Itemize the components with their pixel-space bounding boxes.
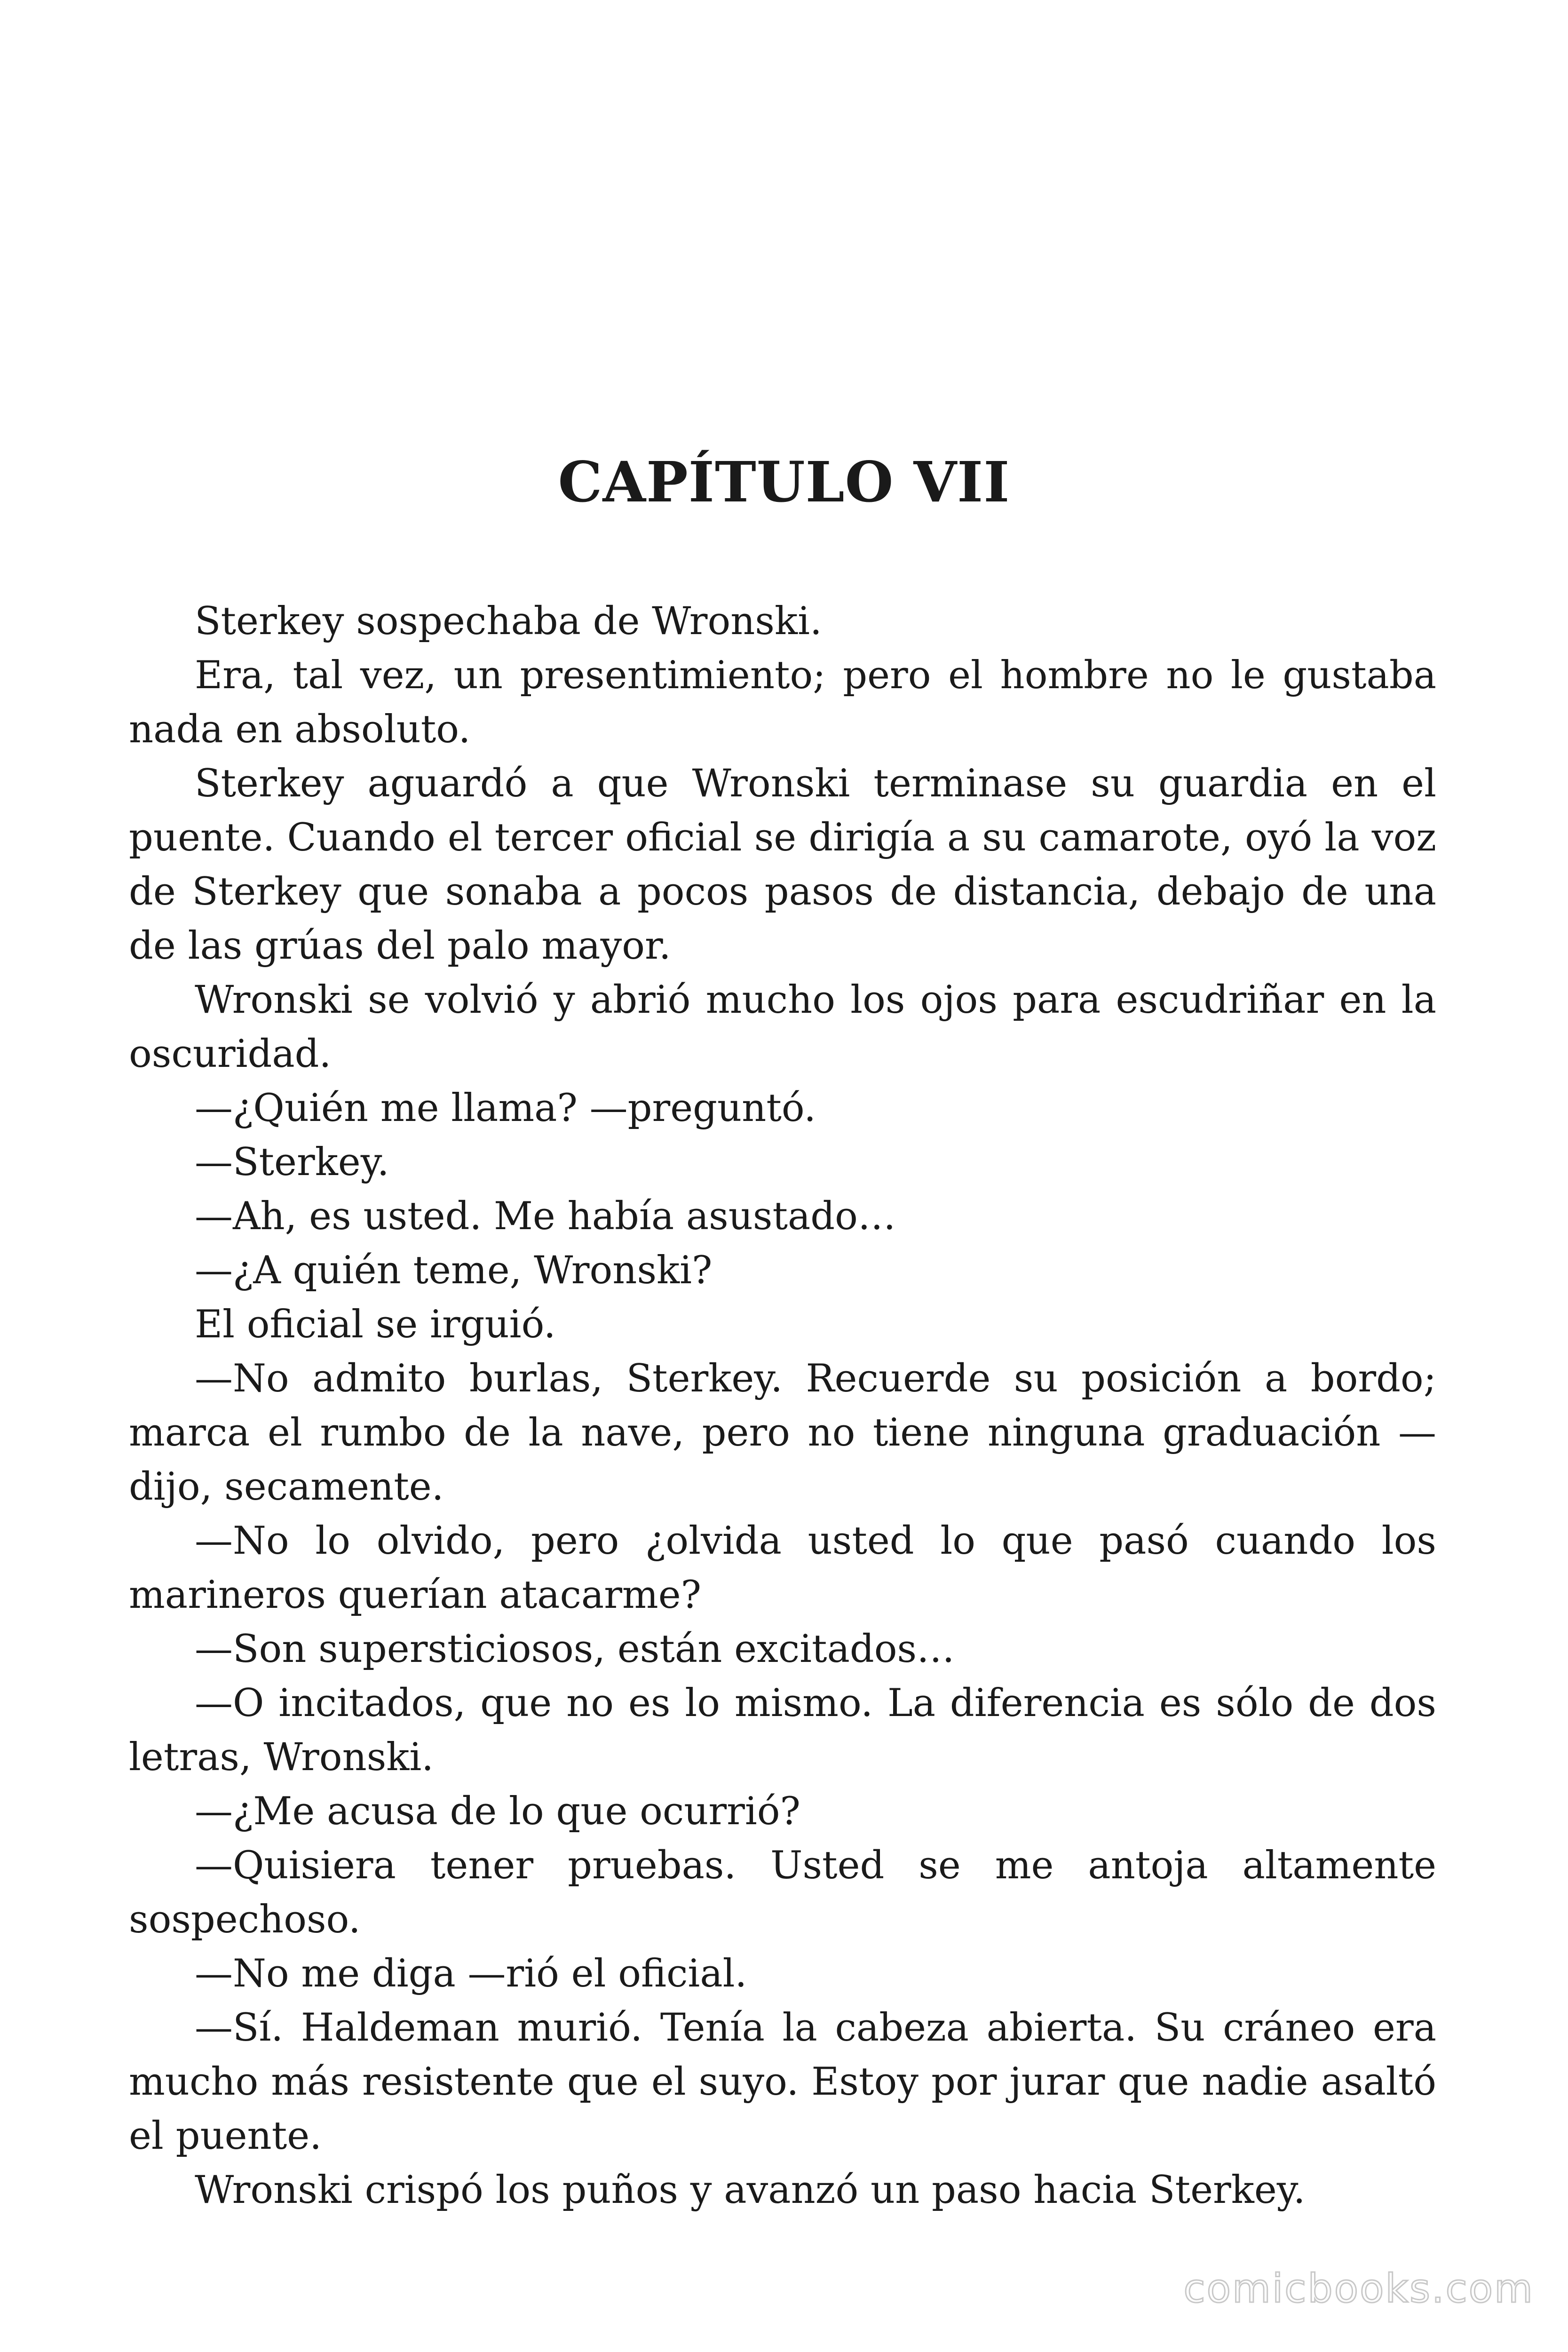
paragraph: —¿Quién me llama? —preguntó. bbox=[195, 1086, 816, 1130]
paragraph: —No admito burlas, Sterkey. Recuerde su posición a bordo; marca el rumbo de la nave, pero no tiene ninguna graduación —dijo, secamente. bbox=[129, 1357, 1436, 1509]
paragraph: —¿A quién teme, Wronski? bbox=[195, 1248, 713, 1293]
paragraph: —Quisiera tener pruebas. Usted se me antoja altamente sospechoso. bbox=[129, 1843, 1436, 1942]
paragraph: Era, tal vez, un presentimiento; pero el hombre no le gustaba nada en absoluto. bbox=[129, 653, 1436, 752]
chapter-title: CAPÍTULO VII bbox=[558, 449, 1010, 515]
paragraph: —No me diga —rió el oficial. bbox=[195, 1952, 747, 1996]
paragraph: —Sterkey. bbox=[195, 1140, 389, 1184]
paragraph: —Son supersticiosos, están excitados… bbox=[195, 1627, 955, 1671]
paragraph: —Sí. Haldeman murió. Tenía la cabeza abierta. Su cráneo era mucho más resistente que el suyo. Estoy por jurar que nadie asaltó el puente. bbox=[129, 2006, 1436, 2158]
chapter-body bbox=[129, 595, 1436, 2217]
paragraph: —No lo olvido, pero ¿olvida usted lo que pasó cuando los marineros querían atacarme? bbox=[129, 1519, 1436, 1617]
paragraph: El oficial se irguió. bbox=[195, 1303, 556, 1347]
watermark: comicbooks.com bbox=[1183, 2265, 1534, 2312]
paragraph: Sterkey aguardó a que Wronski terminase su guardia en el puente. Cuando el tercer oficial se dirigía a su camarote, oyó la voz de Sterkey que sonaba a pocos pasos de distancia, debajo de una de las grúas del palo mayor. bbox=[129, 762, 1436, 968]
paragraph: —¿Me acusa de lo que ocurrió? bbox=[195, 1789, 800, 1834]
paragraph: —Ah, es usted. Me había asustado… bbox=[195, 1194, 896, 1239]
paragraph: Wronski se volvió y abrió mucho los ojos para escudriñar en la oscuridad. bbox=[129, 978, 1436, 1076]
paragraph: Sterkey sospechaba de Wronski. bbox=[195, 599, 822, 644]
paragraph: Wronski crispó los puños y avanzó un paso hacia Sterkey. bbox=[195, 2168, 1306, 2212]
paragraph: —O incitados, que no es lo mismo. La diferencia es sólo de dos letras, Wronski. bbox=[129, 1681, 1436, 1780]
